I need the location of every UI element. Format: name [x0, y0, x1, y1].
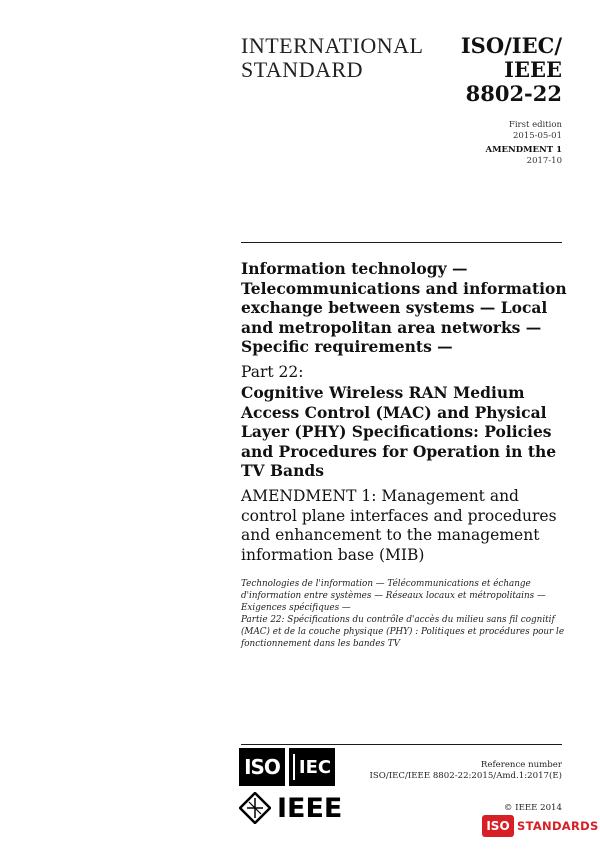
edition-date: 2015-05-01 — [512, 131, 562, 141]
part-label: Part 22: — [241, 363, 304, 381]
iec-logo-text: IEC — [298, 756, 332, 778]
document-type-line2: STANDARD — [241, 57, 364, 82]
amendment-title: AMENDMENT 1: Management and control plane interfaces and procedures and enhancement to the management information base (MIB) — [241, 487, 557, 564]
amendment-label: AMENDMENT 1 — [485, 145, 562, 155]
document-type — [241, 34, 431, 82]
standard-number — [422, 34, 562, 106]
reference-label: Reference number — [480, 760, 562, 770]
main-title: Information technology — Telecommunications and information exchange between systems — Local and metropolitan area networks — Specific requirements — — [241, 259, 567, 356]
store-iso-text: ISO — [486, 819, 510, 833]
standard-number-line2: IEEE — [504, 57, 562, 82]
french-part-title: Partie 22: Spécifications du contrôle d'accès du milieu sans fil cognitif (MAC) et de la couche physique (PHY) : Politiques et procédures pour le fonctionnement dans les bandes TV — [241, 615, 565, 649]
iso-logo — [239, 748, 285, 786]
iso-standards-store-badge[interactable] — [482, 815, 599, 837]
ieee-logo-text: IEEE — [277, 792, 343, 824]
ieee-diamond-icon — [239, 792, 271, 824]
footer-divider — [241, 744, 562, 745]
standard-number-line3: 8802-22 — [465, 81, 562, 106]
iso-logo-text: ISO — [244, 755, 280, 779]
store-text: STANDARDS — [517, 819, 599, 833]
iso-iec-logos — [239, 748, 335, 786]
header-divider — [241, 242, 562, 243]
reference-number: ISO/IEC/IEEE 8802-22:2015/Amd.1:2017(E) — [369, 771, 562, 781]
amendment-date: 2017-10 — [526, 156, 562, 166]
ieee-logo — [239, 792, 342, 824]
edition-info — [402, 120, 562, 167]
reference-block — [322, 760, 562, 782]
edition-label: First edition — [508, 120, 562, 130]
french-title: Technologies de l'information — Télécommunications et échange d'information entre systèmes — Réseaux locaux et métropolitains — Exigences spécifiques — — [241, 579, 546, 613]
part-title: Cognitive Wireless RAN Medium Access Control (MAC) and Physical Layer (PHY) Specifications: Policies and Procedures for Operation in the TV Bands — [241, 383, 557, 480]
copyright: © IEEE 2014 — [503, 803, 562, 813]
standard-number-line1: ISO/IEC/ — [460, 33, 562, 58]
store-iso-logo — [482, 815, 514, 837]
iec-logo-bar — [293, 754, 295, 780]
document-type-line1: INTERNATIONAL — [241, 33, 424, 58]
